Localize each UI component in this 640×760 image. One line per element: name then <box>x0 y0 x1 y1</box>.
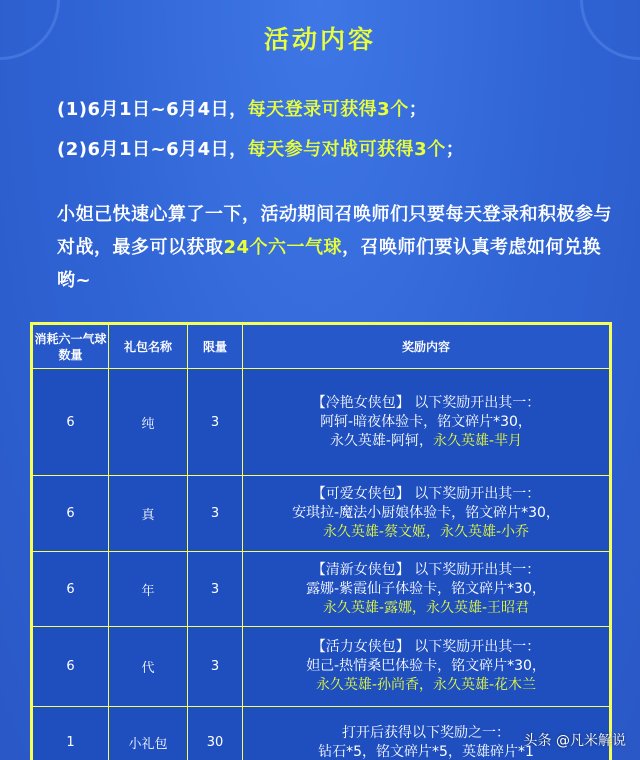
table-row <box>33 476 610 552</box>
reward-line <box>249 599 603 618</box>
reward-text: 【清新女侠包】 以下奖励开出其一： <box>311 561 541 578</box>
reward-line <box>249 638 603 657</box>
reward-line <box>249 394 603 413</box>
reward-text: 妲己-热情桑巴体验卡，铭文碎片*30， <box>306 658 546 674</box>
rule-line-1 <box>57 95 427 121</box>
reward-line <box>249 657 603 676</box>
header-rewards: 奖励内容 <box>243 325 610 369</box>
cell-cost: 6 <box>33 476 109 552</box>
reward-line <box>249 504 603 523</box>
cell-pack-name: 真 <box>109 476 188 552</box>
reward-text: 安琪拉-魔法小厨娘体验卡，铭文碎片*30， <box>292 505 560 521</box>
cell-cost: 6 <box>33 627 109 707</box>
reward-text: 永久英雄-阿轲， <box>329 432 433 449</box>
reward-text: 阿轲-暗夜体验卡，铭文碎片*30， <box>320 413 532 430</box>
cell-cost: 6 <box>33 369 109 476</box>
reward-text: 打开后获得以下奖励之一： <box>342 724 510 741</box>
reward-line <box>249 413 603 432</box>
reward-highlight: 永久英雄-蔡文姬，永久英雄-小乔 <box>322 524 530 540</box>
rewards-table <box>30 322 612 760</box>
reward-highlight: 永久英雄-孙尚香，永久英雄-花木兰 <box>315 677 537 693</box>
rule-2-suffix: ； <box>445 139 465 160</box>
rule-2-highlight: 每天参与对战可获得3个 <box>247 139 446 160</box>
rule-1-prefix: (1)6月1日~6月4日， <box>57 99 248 120</box>
cell-rewards <box>243 627 610 707</box>
rule-2-prefix: (2)6月1日~6月4日， <box>57 139 248 160</box>
header-cost: 消耗六一气球数量 <box>33 325 109 369</box>
rule-line-2 <box>57 135 464 161</box>
rule-1-suffix: ； <box>408 99 428 120</box>
page-title: 活动内容 <box>263 25 376 54</box>
paragraph-before: 小妲己快速心算了一下，活动期间召唤师们只要每天登录和积极参与对战，最多可以获取 <box>57 204 612 258</box>
cell-rewards <box>243 552 610 627</box>
reward-line <box>249 676 603 695</box>
cell-pack-name: 小礼包 <box>109 707 188 760</box>
table-row <box>33 552 610 627</box>
reward-line <box>249 485 603 504</box>
paragraph-after: ，召唤师们要认真考虑如何兑换哟~ <box>57 237 602 291</box>
reward-line <box>249 523 603 542</box>
reward-text: 钻石*5，铭文碎片*5，英雄碎片*1 <box>318 743 534 760</box>
table-header-row <box>33 325 610 369</box>
reward-text: 【冷艳女侠包】 以下奖励开出其一： <box>311 394 541 411</box>
cell-limit: 3 <box>188 369 243 476</box>
reward-text: 露娜-紫霞仙子体验卡，铭文碎片*30， <box>306 580 546 597</box>
cell-rewards <box>243 476 610 552</box>
cell-cost: 6 <box>33 552 109 627</box>
reward-text: 【活力女侠包】 以下奖励开出其一： <box>311 639 541 655</box>
reward-line <box>249 432 603 451</box>
header-pack-name: 礼包名称 <box>109 325 188 369</box>
cell-rewards <box>243 369 610 476</box>
cell-limit: 3 <box>188 627 243 707</box>
reward-highlight: 永久英雄-露娜，永久英雄-王昭君 <box>322 599 530 616</box>
watermark: 头条 @凡米解说 <box>523 733 626 749</box>
reward-line <box>249 580 603 599</box>
header-limit: 限量 <box>188 325 243 369</box>
cell-cost: 1 <box>33 707 109 760</box>
rule-1-highlight: 每天登录可获得3个 <box>247 99 409 120</box>
cell-limit: 30 <box>188 707 243 760</box>
intro-paragraph <box>57 198 617 297</box>
cell-pack-name: 纯 <box>109 369 188 476</box>
cell-pack-name: 年 <box>109 552 188 627</box>
cell-pack-name: 代 <box>109 627 188 707</box>
paragraph-highlight: 24个六一气球 <box>223 237 343 258</box>
table-row <box>33 627 610 707</box>
cell-limit: 3 <box>188 552 243 627</box>
table-row <box>33 369 610 476</box>
reward-highlight: 永久英雄-芈月 <box>433 432 523 449</box>
cell-limit: 3 <box>188 476 243 552</box>
reward-text: 【可爱女侠包】 以下奖励开出其一： <box>311 486 541 502</box>
reward-line <box>249 561 603 580</box>
